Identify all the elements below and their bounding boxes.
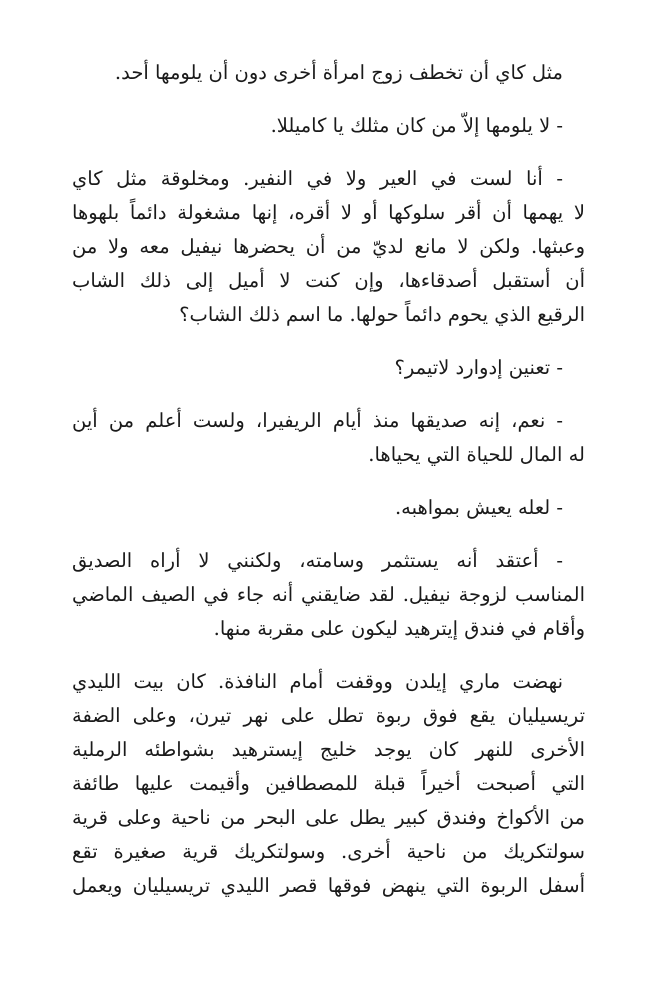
text-line: سولتكريك من ناحية أخرى. وسولتكريك قرية صغيرة تقع [72,840,585,863]
dialogue-lady-tresilian-1 [72,162,585,332]
text-line: تريسيليان يقع فوق ربوة تطل على نهر تيرن، وعلى الضفة [72,704,585,727]
dialogue-camilla [72,109,585,143]
text-line: أسفل الربوة التي ينهض فوقها قصر الليدي تريسيليان ويعمل [72,874,585,897]
text-line: مثل كاي أن تخطف زوج امرأة أخرى دون أن يلومها أحد. [114,61,563,84]
text-line: نهضت ماري إيلدن ووقفت أمام النافذة. كان بيت الليدي [72,670,563,693]
text-line: وأقام في فندق إيترهيد ليكون على مقربة منها. [213,617,585,640]
dialogue-edward-latimer [72,351,585,385]
text-line: التي أصبحت أخيراً قبلة للمصطافين وأقيمت عليها طائفة [72,772,585,795]
text-line: المناسب لزوجة نيفيل. لقد ضايقني أنه جاء في الصيف الماضي [72,583,585,606]
dialogue-lady-tresilian-3 [72,544,585,646]
text-line: الأخرى للنهر كان يوجد خليج إيسترهيد بشواطئه الرملية [72,738,585,761]
paragraph-1 [72,56,585,90]
text-line: - نعم، إنه صديقها منذ أيام الريفيرا، ولست أعلم من أين [72,409,563,432]
book-page [72,56,585,922]
text-line: وعبثها. ولكن لا مانع لديّ من أن يحضرها نيفيل معه ولا من [72,235,585,258]
text-line: له المال للحياة التي يحياها. [368,443,585,466]
text-line: من الأكواخ وفندق كبير يطل على البحر من ناحية وعلى قرية [72,806,585,829]
text-line: أن أستقبل أصدقاءها، وإن كنت لا أميل إلى ذلك الشاب [72,269,585,292]
text-line: - أعتقد أنه يستثمر وسامته، ولكنني لا أراه الصديق [72,549,563,572]
text-line: - تعنين إدوارد لاتيمر؟ [394,356,563,379]
text-line: الرقيع الذي يحوم دائماً حولها. ما اسم ذلك الشاب؟ [179,303,585,326]
dialogue-talents [72,491,585,525]
text-line: - أنا لست في العير ولا في النفير. ومخلوقة مثل كاي [72,167,563,190]
dialogue-lady-tresilian-2 [72,404,585,472]
narrative-paragraph [72,665,585,903]
text-line: لا يهمها أن أقر سلوكها أو لا أقره، إنها مشغولة دائماً بلهوها [72,201,585,224]
text-line: - لا يلومها إلاّ من كان مثلك يا كاميللا. [270,114,563,137]
text-line: - لعله يعيش بمواهبه. [394,496,563,519]
